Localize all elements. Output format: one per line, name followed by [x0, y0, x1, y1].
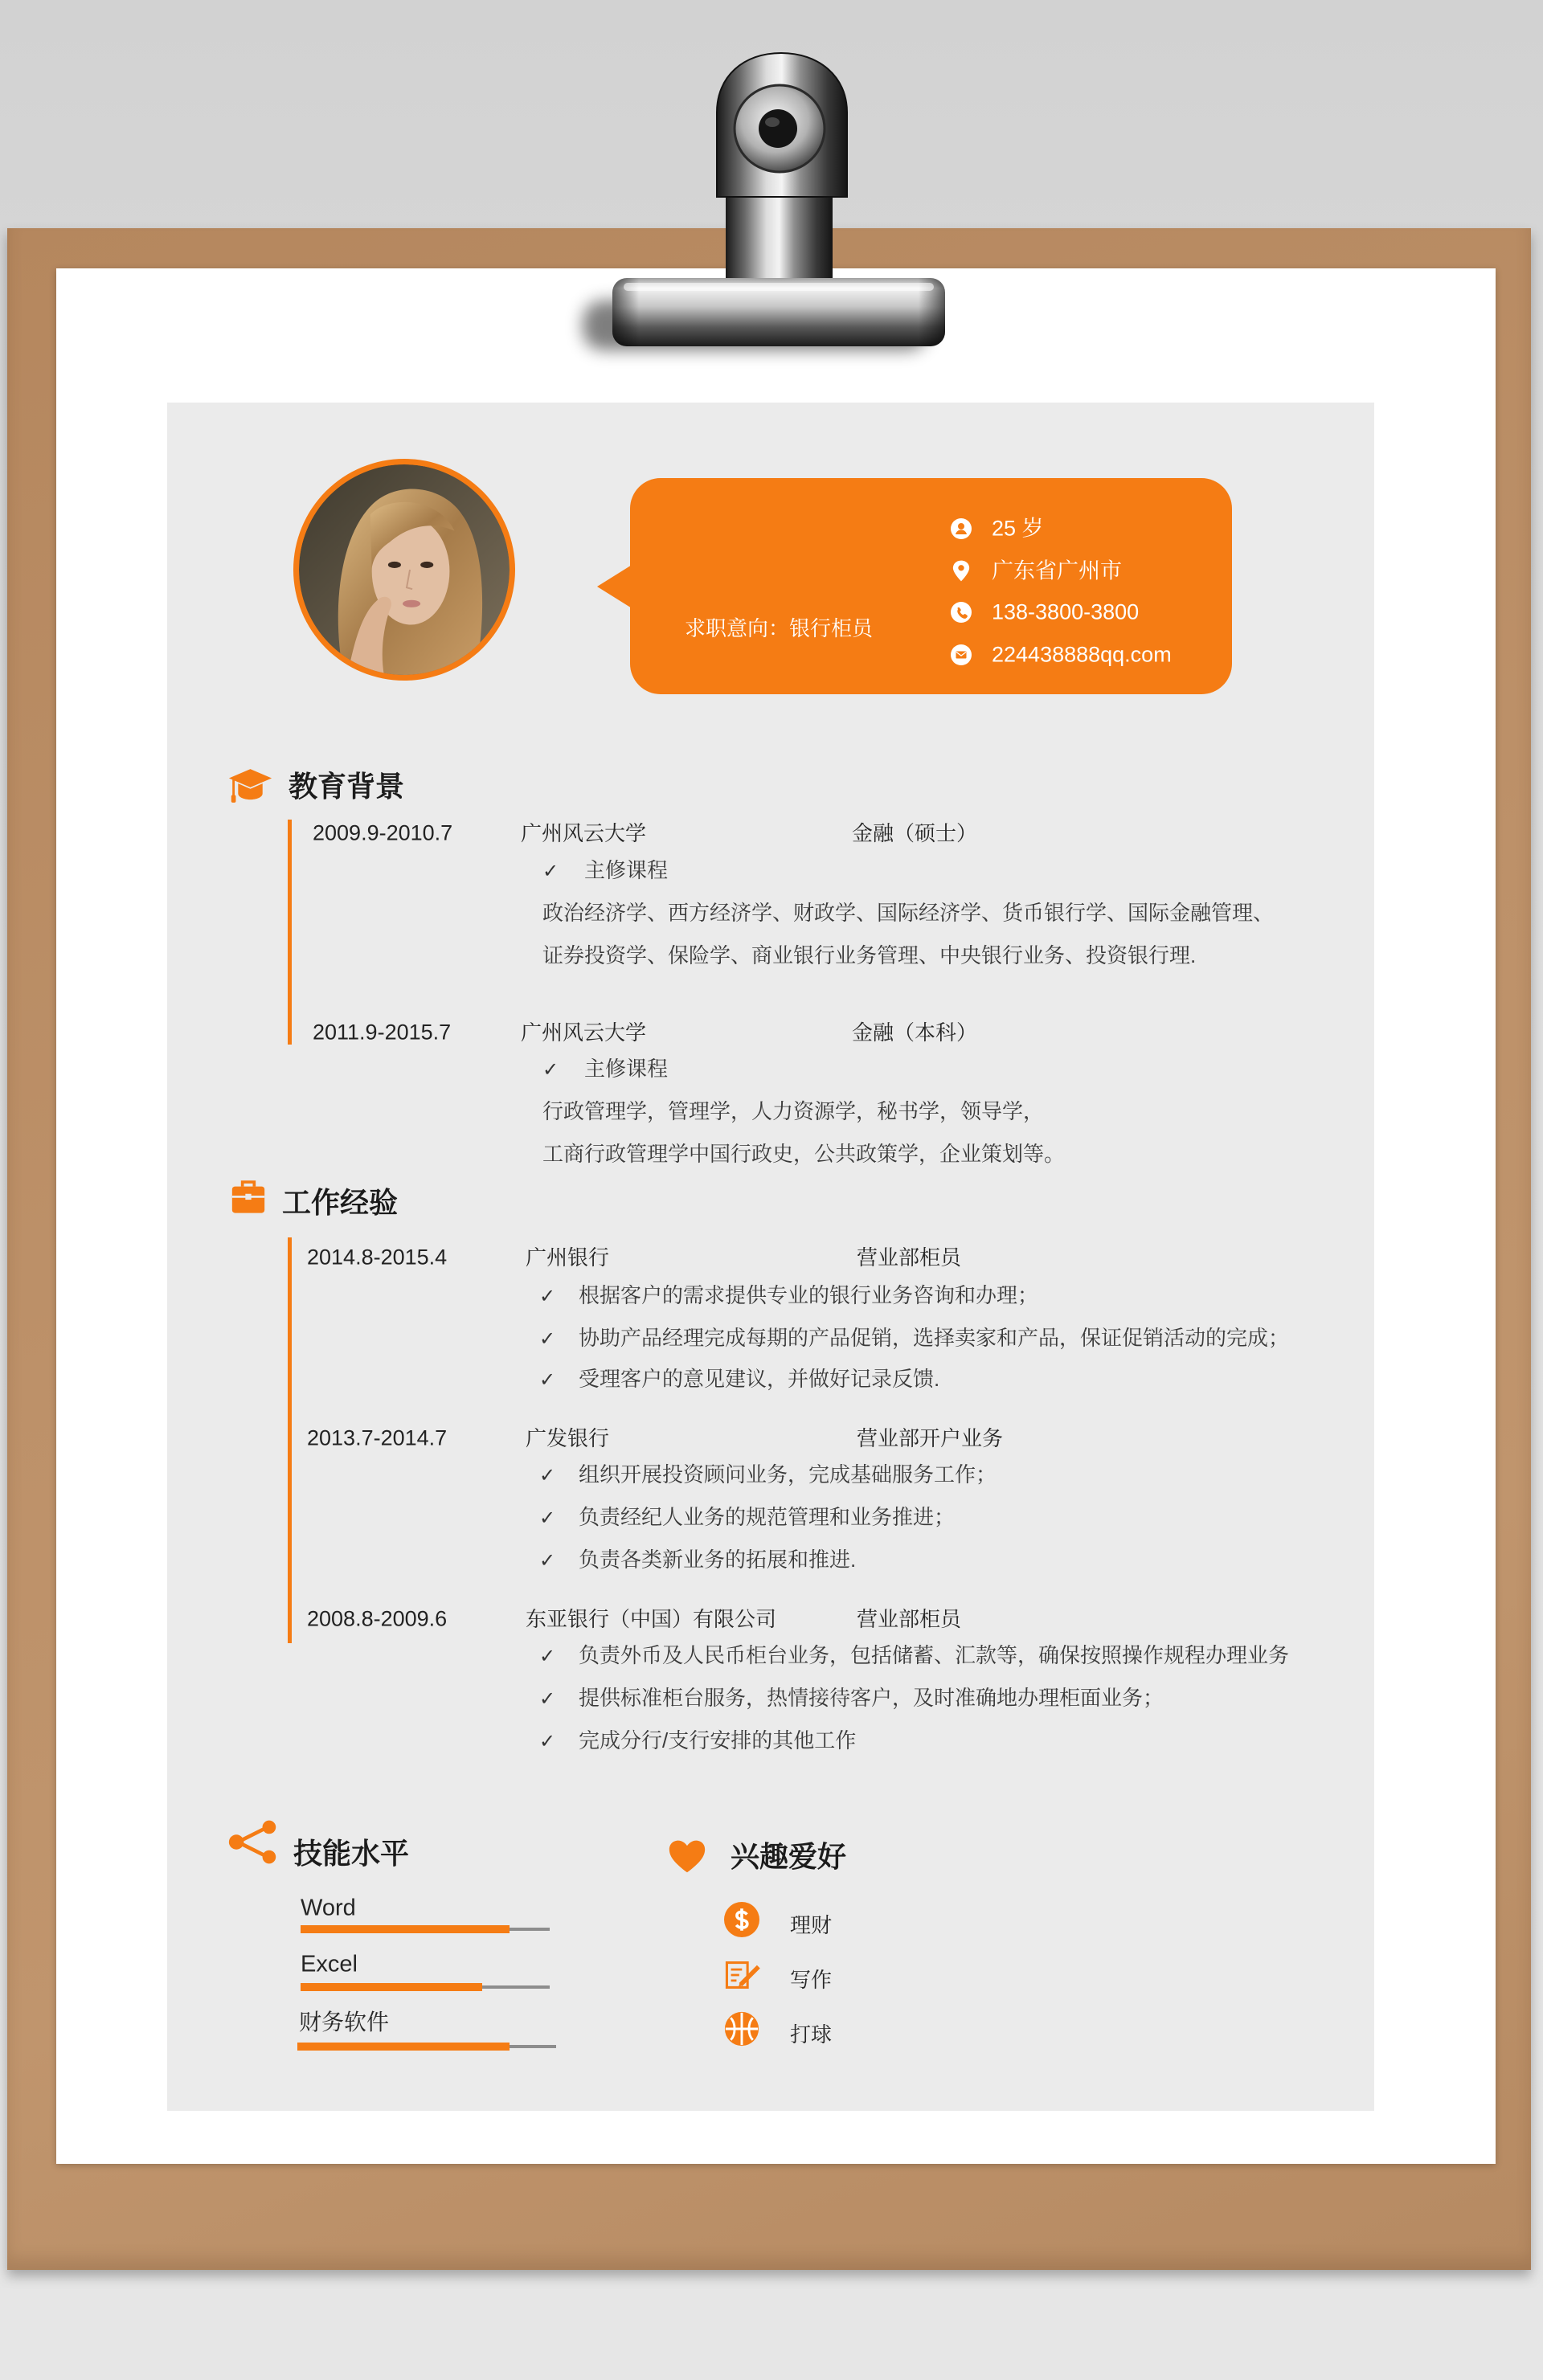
- hobby-label: 打球: [790, 2022, 833, 2047]
- skill-name: Excel: [301, 1951, 358, 1977]
- binder-clip-icon: [0, 0, 1543, 378]
- work-duty: 提供标准柜台服务，热情接待客户，及时准确地办理柜面业务；: [579, 1686, 1164, 1710]
- edu-major: 金融（本科）: [852, 1020, 978, 1045]
- skill-bar: [301, 1925, 550, 1933]
- edu-major: 金融（硕士）: [852, 821, 978, 845]
- hobby-label: 写作: [790, 1968, 833, 1992]
- edu-course-label: 主修课程: [584, 858, 669, 882]
- work-duty: 负责各类新业务的拓展和推进.: [579, 1548, 857, 1572]
- contact-age: 25 岁: [992, 516, 1044, 541]
- share-icon: [227, 1819, 278, 1865]
- check-icon: [539, 1285, 555, 1306]
- phone-icon: [951, 602, 972, 623]
- dollar-icon: [724, 1902, 759, 1937]
- education-timeline: [288, 820, 292, 1045]
- edu-school: 广州风云大学: [521, 1020, 647, 1045]
- edu-date: 2009.9-2010.7: [313, 820, 453, 845]
- work-duty: 组织开展投资顾问业务，完成基础服务工作；: [579, 1462, 997, 1486]
- section-title-hobbies: 兴趣爱好: [731, 1840, 847, 1873]
- skill-bar-fill: [297, 2043, 510, 2051]
- edu-school: 广州风云大学: [521, 821, 647, 845]
- work-duty: 负责外币及人民币柜台业务，包括储蓄、汇款等，确保按照操作规程办理业务: [579, 1643, 1290, 1667]
- writing-icon: [724, 1958, 763, 1992]
- check-icon: [539, 1368, 555, 1389]
- hobby-label: 理财: [790, 1913, 833, 1937]
- contact-phone: 138-3800-3800: [992, 599, 1140, 624]
- skill-bar-fill: [301, 1983, 482, 1991]
- skill-name: Word: [301, 1895, 356, 1921]
- location-pin-icon: [952, 559, 971, 583]
- user-icon: [951, 518, 972, 539]
- work-duty: 完成分行/支行安排的其他工作: [579, 1728, 857, 1752]
- edu-course-line: 政治经济学、西方经济学、财政学、国际经济学、货币银行学、国际金融管理、: [542, 901, 1275, 925]
- skill-name: 财务软件: [299, 2010, 390, 2034]
- profile-photo: [299, 464, 510, 675]
- check-icon: [539, 1549, 555, 1570]
- ball-icon: [724, 2011, 759, 2047]
- job-intention: 求职意向：银行柜员: [685, 616, 874, 640]
- work-duty: 根据客户的需求提供专业的银行业务咨询和办理；: [579, 1283, 1039, 1307]
- briefcase-icon: [231, 1177, 266, 1215]
- section-title-skills: 技能水平: [293, 1837, 410, 1870]
- work-company: 广发银行: [526, 1426, 610, 1450]
- check-icon: [542, 860, 559, 881]
- edu-date: 2011.9-2015.7: [313, 1020, 452, 1045]
- work-duty: 受理客户的意见建议，并做好记录反馈.: [579, 1367, 940, 1391]
- profile-photo-frame: [293, 459, 515, 681]
- section-title-education: 教育背景: [289, 770, 405, 803]
- work-position: 营业部柜员: [857, 1245, 962, 1270]
- contact-email: 224438888qq.com: [992, 642, 1172, 667]
- check-icon: [539, 1507, 555, 1527]
- check-icon: [539, 1730, 555, 1751]
- section-title-work: 工作经验: [282, 1186, 399, 1219]
- work-company: 广州银行: [526, 1245, 610, 1270]
- edu-course-line: 行政管理学，管理学，人力资源学，秘书学，领导学，: [542, 1099, 1045, 1123]
- check-icon: [539, 1327, 555, 1348]
- work-company: 东亚银行（中国）有限公司: [526, 1607, 777, 1631]
- edu-course-line: 工商行政管理学中国行政史，公共政策学，企业策划等。: [542, 1142, 1066, 1166]
- check-icon: [542, 1058, 559, 1079]
- work-date: 2008.8-2009.6: [307, 1606, 448, 1631]
- graduation-cap-icon: [227, 764, 273, 808]
- skill-bar-fill: [301, 1925, 510, 1933]
- work-date: 2013.7-2014.7: [307, 1425, 448, 1450]
- work-position: 营业部开户业务: [857, 1426, 1004, 1450]
- work-duty: 负责经纪人业务的规范管理和业务推进；: [579, 1505, 956, 1529]
- work-position: 营业部柜员: [857, 1607, 962, 1631]
- heart-icon: [668, 1838, 706, 1875]
- work-duty: 协助产品经理完成每期的产品促销，选择卖家和产品，保证促销活动的完成；: [579, 1326, 1290, 1350]
- mail-icon: [951, 644, 972, 665]
- check-icon: [539, 1687, 555, 1708]
- edu-course-label: 主修课程: [584, 1057, 669, 1081]
- edu-course-line: 证券投资学、保险学、商业银行业务管理、中央银行业务、投资银行理.: [542, 943, 1197, 967]
- check-icon: [539, 1464, 555, 1485]
- check-icon: [539, 1645, 555, 1666]
- work-timeline: [288, 1237, 292, 1643]
- skill-bar: [297, 2043, 556, 2051]
- contact-location: 广东省广州市: [992, 558, 1122, 583]
- work-date: 2014.8-2015.4: [307, 1245, 448, 1270]
- skill-bar: [301, 1983, 550, 1991]
